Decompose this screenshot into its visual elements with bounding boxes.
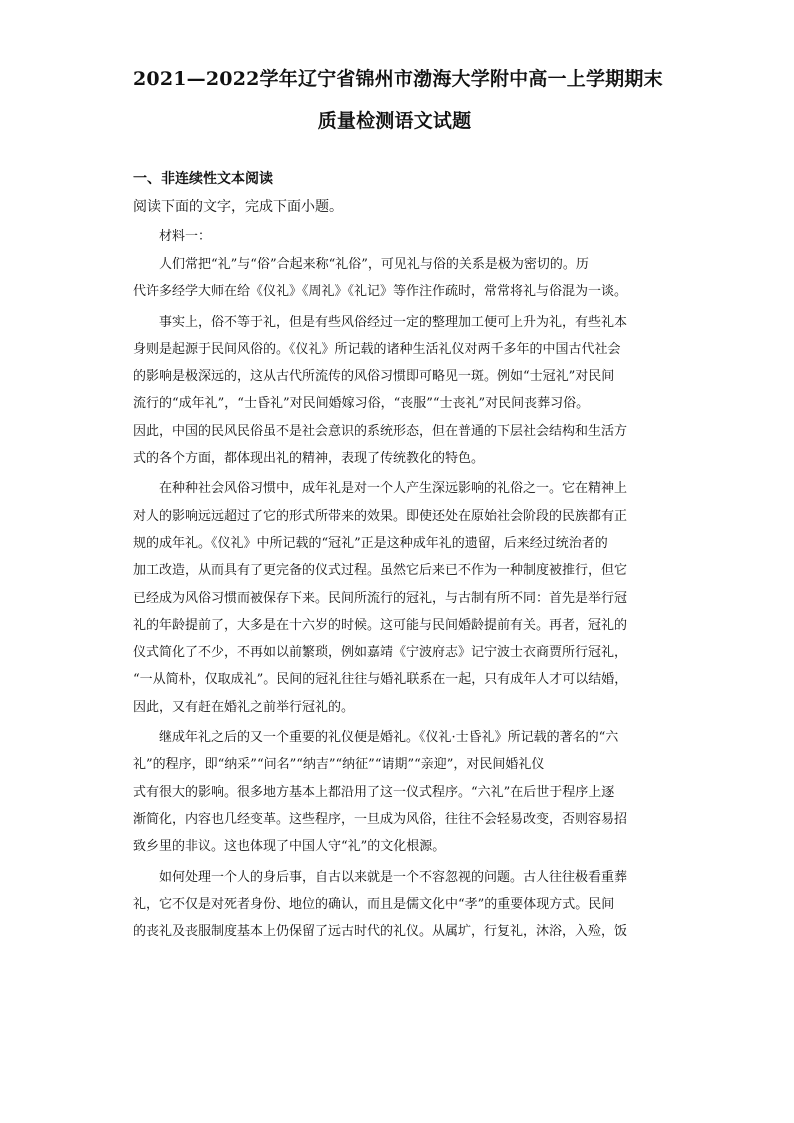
paragraph	[133, 475, 656, 721]
paragraph-line: 规的成年礼。《仪礼》中所记载的“冠礼”正是这种成年礼的遗留，后来经过统治者的	[133, 535, 608, 551]
paragraph-line: 人们常把“礼”与“俗”合起来称“礼俗”，可见礼与俗的关系是极为密切的。历	[159, 257, 589, 272]
paragraph-line: 渐简化，内容也几经变革。这些程序，一旦成为风俗，往往不会轻易改变，否则容易招	[133, 811, 628, 827]
paragraph	[133, 309, 656, 473]
paragraph	[133, 251, 656, 306]
paragraph-line: 流行的“成年礼”，“士昏礼”对民间婚嫁习俗，“丧服”“士丧礼”对民间丧葬习俗。	[133, 396, 590, 412]
paragraph	[133, 864, 656, 946]
paragraph-line: 式的各个方面，都体现出礼的精神，表现了传统教化的特色。	[133, 451, 485, 467]
paragraph	[133, 724, 656, 860]
body-text	[133, 251, 656, 945]
paragraph-line: 身则是起源于民间风俗的。《仪礼》所记载的诸种生活礼仪对两千多年的中国古代社会	[133, 341, 621, 357]
paragraph-line: 继成年礼之后的又一个重要的礼仪便是婚礼。《仪礼·士昏礼》所记载的著名的“六	[159, 730, 619, 746]
paragraph-line: 礼，它不仅是对死者身份、地位的确认，而且是儒文化中“孝”的重要体现方式。民间	[133, 896, 615, 912]
section-heading: 一、非连续性文本阅读	[133, 171, 273, 187]
title-line-1: 2021—2022学年辽宁省锦州市渤海大学附中高一上学期期末	[133, 68, 663, 90]
paragraph-line: 已经成为风俗习惯而被保存下来。民间所流行的冠礼，与古制有所不同：首先是举行冠	[133, 590, 628, 606]
paragraph-line: 的影响是极深远的，这从古代所流传的风俗习惯即可略见一斑。例如“士冠礼”对民间	[133, 369, 615, 385]
paragraph-line: “一从简朴，仅取成礼”。民间的冠礼往往与婚礼联系在一起，只有成年人才可以结婚，	[133, 672, 628, 688]
paragraph-line: 的丧礼及丧服制度基本上仍保留了远古时代的礼仪。从属圹，行复礼，沐浴，入殓，饭	[133, 924, 628, 940]
paragraph-line: 仪式简化了不少，不再如以前繁琐，例如嘉靖《宁波府志》记宁波士衣商贾所行冠礼，	[133, 645, 628, 661]
paragraph-line: 如何处理一个人的身后事，自古以来就是一个不容忽视的问题。古人往往极看重葬	[159, 869, 628, 885]
paragraph-line: 礼”的程序，即“纳采”“问名”“纳吉”“纳征”“请期”“亲迎”，对民间婚礼仪	[133, 757, 545, 773]
paragraph-line: 在种种社会风俗习惯中，成年礼是对一个人产生深远影响的礼俗之一。它在精神上	[159, 481, 628, 497]
paragraph-line: 式有很大的影响。很多地方基本上都沿用了这一仪式程序。“六礼”在后世于程序上逐	[133, 784, 615, 800]
paragraph-line: 代许多经学大师在给《仪礼》《周礼》《礼记》等作注作疏时，常常将礼与俗混为一谈。	[133, 284, 628, 300]
reading-instruction: 阅读下面的文字，完成下面小题。	[133, 199, 343, 215]
title-line-2: 质量检测语文试题	[317, 110, 472, 132]
paragraph-line: 因此，又有赶在婚礼之前举行冠礼的。	[133, 699, 355, 715]
paragraph-line: 礼的年龄提前了，大多是在十六岁的时候。这可能与民间婚龄提前有关。再者，冠礼的	[133, 617, 628, 633]
paragraph-line: 加工改造，从而具有了更完备的仪式过程。虽然它后来已不作为一种制度被推行，但它	[133, 563, 628, 579]
paragraph-line: 对人的影响远远超过了它的形式所带来的效果。即使还处在原始社会阶段的民族都有正	[133, 508, 628, 524]
material-label: 材料一：	[159, 229, 212, 244]
paragraph-line: 因此，中国的民风民俗虽不是社会意识的系统形态，但在普通的下层社会结构和生活方	[133, 423, 628, 439]
document-title	[133, 68, 663, 132]
paragraph-line: 事实上，俗不等于礼，但是有些风俗经过一定的整理加工便可上升为礼，有些礼本	[159, 314, 628, 330]
paragraph-line: 致乡里的非议。这也体现了中国人守“礼”的文化根源。	[133, 839, 446, 855]
